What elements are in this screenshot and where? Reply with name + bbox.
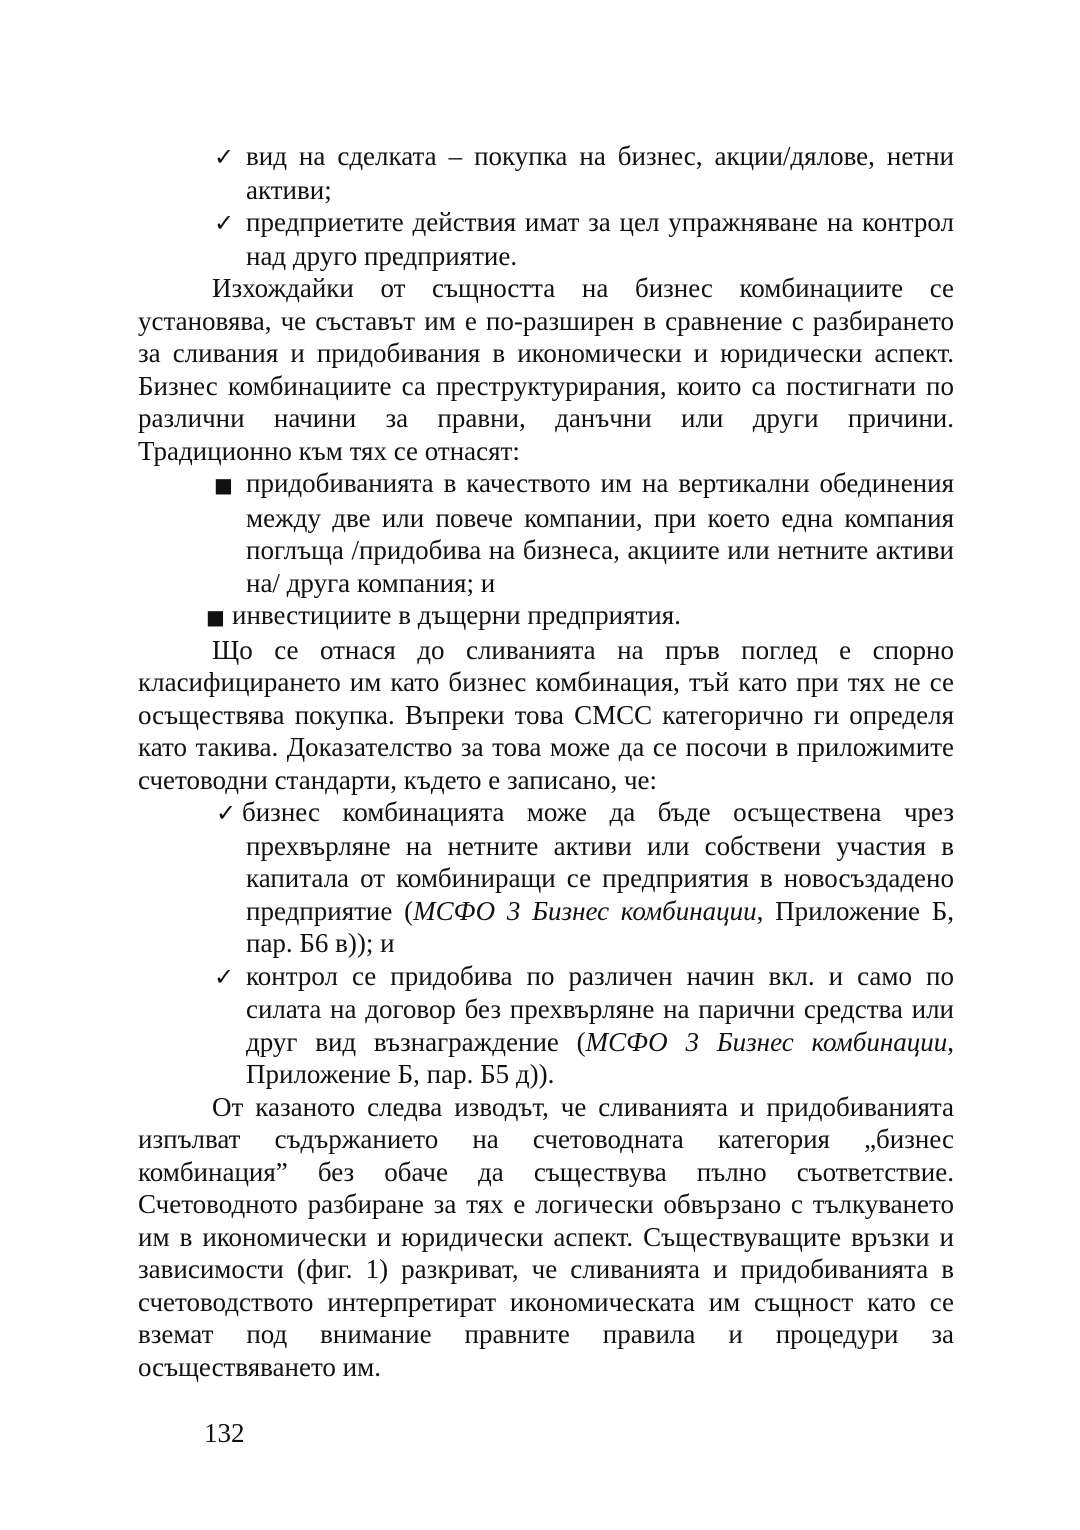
square-bullet-icon: ■ xyxy=(206,605,225,629)
check-list-item xyxy=(138,796,954,960)
check-list-item xyxy=(138,960,954,1091)
list-item-text: придобиванията в качеството им на вертикални обединения между две или повече компании, при което една компания поглъща /придобива на бизнеса, акциите или нетните активи на/ друга компания; и xyxy=(246,468,954,598)
checkmark-icon: ✓ xyxy=(216,799,237,827)
square-list-item xyxy=(138,599,954,634)
square-bullet-icon: ■ xyxy=(214,473,233,497)
paragraph: Изхождайки от същността на бизнес комбинациите се установява, че съставът им е по-разширен в сравнение с разбирането за сливания и придобивания в икономически и юридически аспект. Бизнес комбинациите са преструктурирания, които са постигнати по различни начини за правни, данъчни или други причини. Традиционно към тях се отнасят: xyxy=(138,273,954,466)
list-item-text: предприетите действия имат за цел упражняване на контрол над друго предприятие. xyxy=(246,207,954,271)
checkmark-icon: ✓ xyxy=(214,143,235,171)
paragraph: Що се отнася до сливанията на пръв поглед е спорно класифицирането им като бизнес комбинация, тъй като при тях не се осъществява покупка. Въпреки това СМСС категорично ги определя като такива. Доказателство за това може да се посочи в приложимите счетоводни стандарти, където е записано, че: xyxy=(138,634,954,795)
list-item-text-post: , Приложение Б, пар. Б5 д)). xyxy=(246,1026,954,1089)
list-item-text: вид на сделката – покупка на бизнес, акции/дялове, нетни активи; xyxy=(246,141,954,205)
list-item-text-post: , Приложение Б, пар. Б6 в)); и xyxy=(246,895,954,958)
checkmark-icon: ✓ xyxy=(214,962,235,991)
page-number: 132 xyxy=(204,1418,245,1448)
check-list-item xyxy=(138,140,954,206)
paragraph: От казаното следва изводът, че сливанията и придобиванията изпълват съдържанието на счетоводната категория „бизнес комбинация” без обаче да съществува пълно съответствие. Счетоводното разбиране за тях е логически обвързано с тълкуването им в икономически и юридически аспект. Съществуващите връзки и зависимости (фиг. 1) разкриват, че сливанията и придобиванията в счетоводството интерпретират икономическата им същност като се вземат под внимание правните правила и процедури за осъществяването им. xyxy=(138,1091,954,1382)
check-list-item xyxy=(138,206,954,272)
standard-reference: МСФО 3 Бизнес комбинации xyxy=(413,895,757,926)
document-body xyxy=(138,140,954,1383)
list-item-text-pre: бизнес комбинацията може да бъде осъществена чрез прехвърляне на нетните активи или собствени участия в капитала от комбиниращи се предприятия в новосъздадено предприятие ( xyxy=(242,797,954,926)
square-list-item xyxy=(138,467,954,599)
list-item-text: инвестициите в дъщерни предприятия. xyxy=(232,600,681,630)
checkmark-icon: ✓ xyxy=(214,209,235,237)
standard-reference: МСФО 3 Бизнес комбинации xyxy=(585,1026,948,1057)
list-item-text-pre: контрол се придобива по различен начин вкл. и само по силата на договор без прехвърляне на парични средства или друг вид възнаграждение ( xyxy=(246,960,954,1057)
